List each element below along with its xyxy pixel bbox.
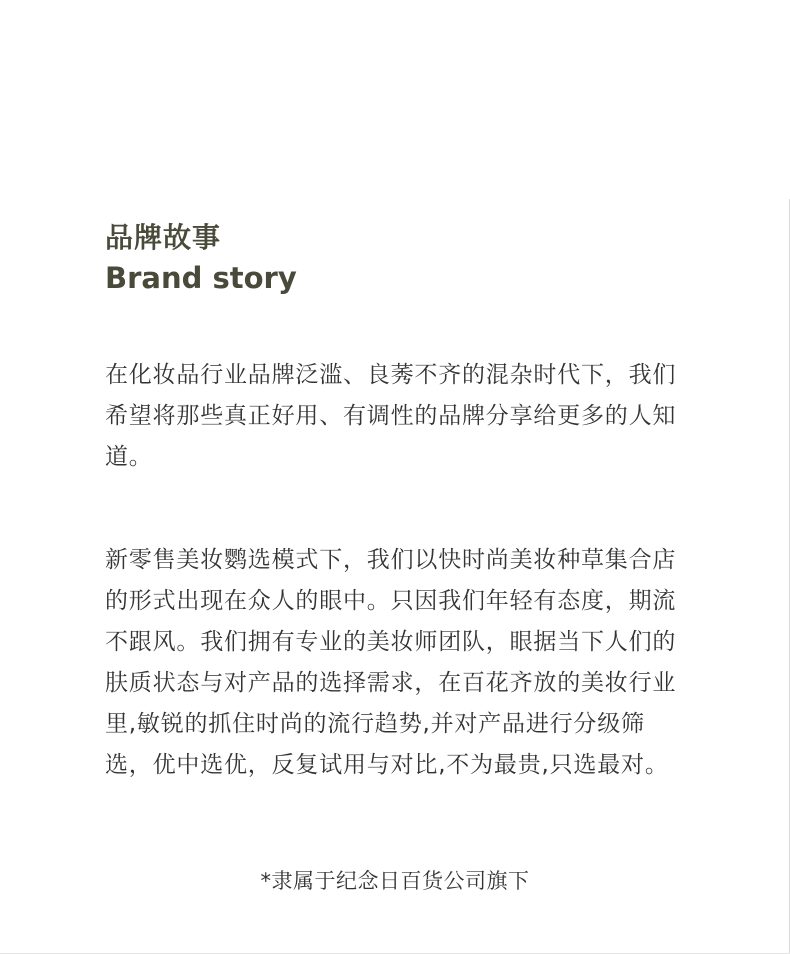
brand-story-title-cn: 品牌故事: [105, 221, 222, 254]
brand-story-paragraph-1: 在化妆品行业品牌泛滥、良莠不齐的混杂时代下，我们希望将那些真正好用、有调性的品牌分享给更多的人知道。: [105, 362, 677, 470]
brand-ownership-footnote: *隶属于纪念日百货公司旗下: [260, 869, 530, 893]
brand-story-title-en: Brand story: [105, 261, 297, 295]
brand-story-section: [105, 218, 695, 778]
brand-story-paragraph-2: 新零售美妆鹦选模式下，我们以快时尚美妆种草集合店的形式出现在众人的眼中。只因我们年轻有态度，期流不跟风。我们拥有专业的美妆师团队，眼据当下人们的肤质状态与对产品的选择需求，在百花齐放的美妆行业里,敏锐的抓住时尚的流行趋势,并对产品进行分级筛选，优中选优，反复试用与对比,不为最贵,只选最对。: [105, 547, 677, 778]
